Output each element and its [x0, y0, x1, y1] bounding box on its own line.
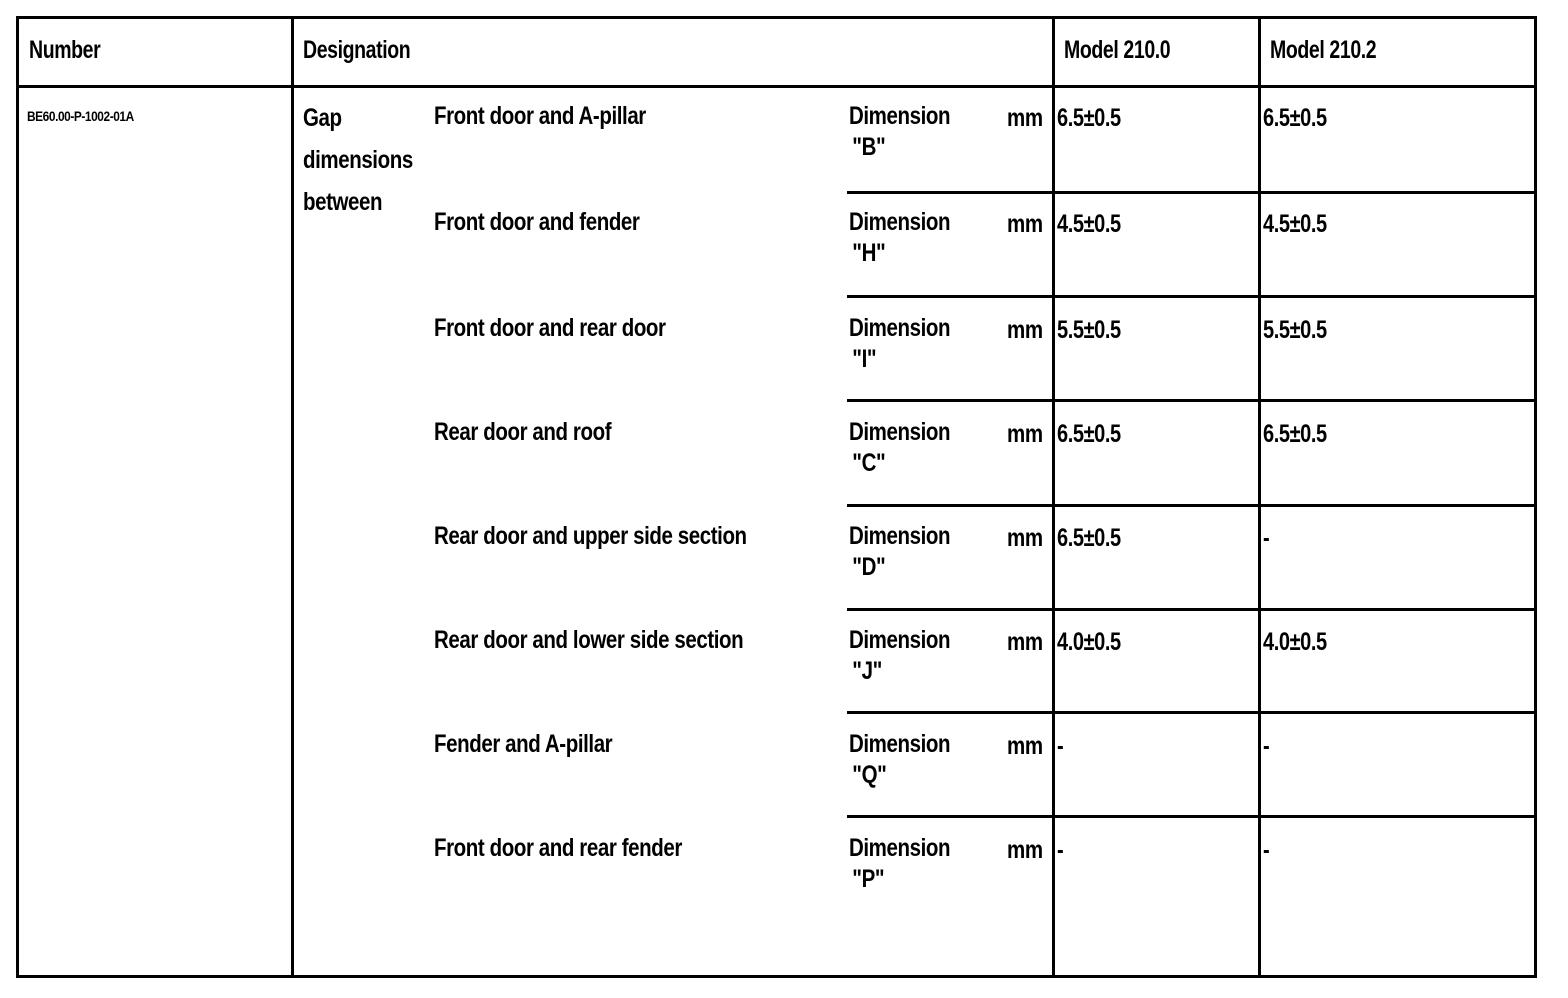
value-model-210-2: 4.5±0.5	[1263, 210, 1327, 238]
value-model-210-2: 6.5±0.5	[1263, 104, 1327, 132]
part-name: Rear door and upper side section	[434, 522, 747, 550]
column-divider-number	[291, 19, 294, 975]
unit: mm	[1007, 836, 1043, 864]
dimension-key: "H"	[852, 239, 886, 267]
row-divider	[847, 504, 1534, 507]
dimension-label: Dimension	[849, 102, 951, 130]
value-model-210-0: 5.5±0.5	[1057, 316, 1121, 344]
dimension-key: "P"	[852, 865, 885, 893]
value-model-210-0: 4.0±0.5	[1057, 628, 1121, 656]
row-divider	[847, 191, 1534, 194]
dimension-label: Dimension	[849, 208, 951, 236]
dimension-key: "D"	[852, 553, 886, 581]
document-number: BE60.00-P-1002-01A	[27, 108, 134, 124]
dimension-cell	[849, 207, 950, 269]
group-label: Gap dimensions between	[303, 104, 413, 216]
header-number: Number	[29, 36, 101, 64]
dimension-key: "I"	[852, 345, 877, 373]
dimension-cell	[849, 729, 950, 791]
part-name: Fender and A-pillar	[434, 730, 613, 758]
unit: mm	[1007, 628, 1043, 656]
dimension-cell	[849, 417, 950, 479]
row-divider	[847, 815, 1534, 818]
value-model-210-2: -	[1263, 732, 1270, 760]
value-model-210-0: 6.5±0.5	[1057, 104, 1121, 132]
value-model-210-2: 4.0±0.5	[1263, 628, 1327, 656]
dimension-cell	[849, 101, 950, 163]
unit: mm	[1007, 104, 1043, 132]
dimension-cell	[849, 625, 950, 687]
row-divider	[847, 711, 1534, 714]
column-divider-designation	[1052, 19, 1055, 975]
dimension-key: "J"	[852, 657, 882, 685]
part-name: Front door and fender	[434, 208, 640, 236]
value-model-210-0: -	[1057, 836, 1064, 864]
part-name: Front door and A-pillar	[434, 102, 646, 130]
part-name: Rear door and lower side section	[434, 626, 744, 654]
unit: mm	[1007, 732, 1043, 760]
dimension-label: Dimension	[849, 314, 951, 342]
value-model-210-0: 6.5±0.5	[1057, 524, 1121, 552]
header-designation: Designation	[303, 36, 411, 64]
dimension-label: Dimension	[849, 834, 951, 862]
dimension-cell	[849, 313, 950, 375]
unit: mm	[1007, 420, 1043, 448]
row-divider	[847, 399, 1534, 402]
unit: mm	[1007, 210, 1043, 238]
value-model-210-2: -	[1263, 524, 1270, 552]
value-model-210-2: -	[1263, 836, 1270, 864]
part-name: Rear door and roof	[434, 418, 612, 446]
dimension-label: Dimension	[849, 522, 951, 550]
header-model-210-2: Model 210.2	[1270, 36, 1377, 64]
dimension-cell	[849, 833, 950, 895]
header-divider	[19, 85, 1534, 88]
unit: mm	[1007, 316, 1043, 344]
part-name: Front door and rear door	[434, 314, 666, 342]
row-divider	[847, 608, 1534, 611]
dimension-label: Dimension	[849, 418, 951, 446]
unit: mm	[1007, 524, 1043, 552]
dimension-key: "B"	[852, 133, 886, 161]
specification-table	[16, 16, 1537, 978]
dimension-label: Dimension	[849, 730, 951, 758]
value-model-210-2: 5.5±0.5	[1263, 316, 1327, 344]
part-name: Front door and rear fender	[434, 834, 682, 862]
header-model-210-0: Model 210.0	[1064, 36, 1171, 64]
value-model-210-2: 6.5±0.5	[1263, 420, 1327, 448]
dimension-key: "C"	[852, 449, 886, 477]
row-divider	[847, 295, 1534, 298]
value-model-210-0: 6.5±0.5	[1057, 420, 1121, 448]
dimension-cell	[849, 521, 950, 583]
value-model-210-0: -	[1057, 732, 1064, 760]
column-divider-model	[1258, 19, 1261, 975]
dimension-label: Dimension	[849, 626, 951, 654]
value-model-210-0: 4.5±0.5	[1057, 210, 1121, 238]
dimension-key: "Q"	[852, 761, 887, 789]
